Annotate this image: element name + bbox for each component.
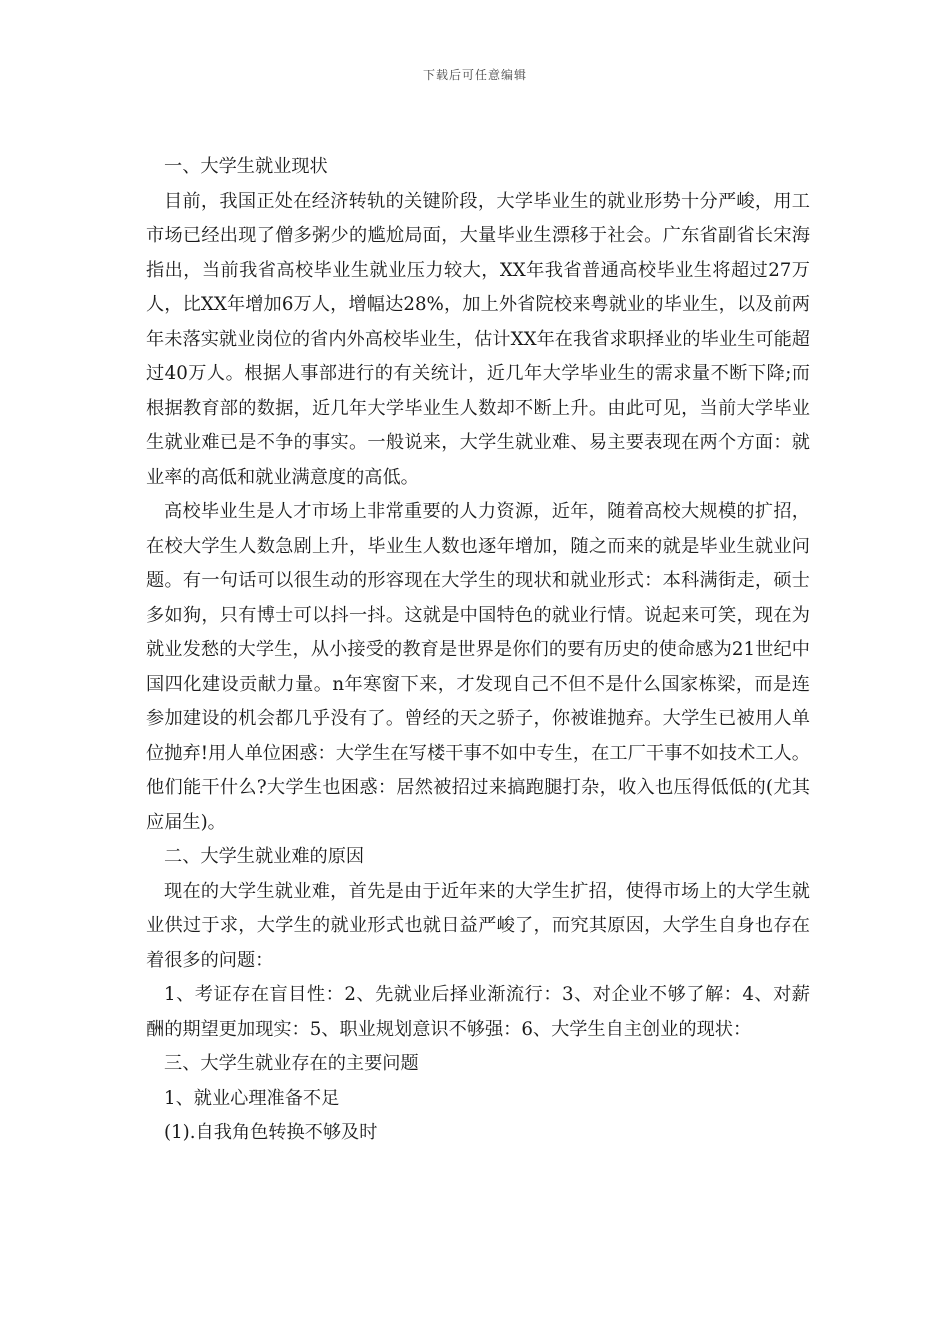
paragraph-employment-status: 目前，我国正处在经济转轨的关键阶段，大学毕业生的就业形势十分严峻，用工市场已经出现了僧多粥少的尴尬局面，大量毕业生漂移于社会。广东省副省长宋海指出，当前我省高校毕业生就业压力较大，XX年我省普通高校毕业生将超过27万人，比XX年增加6万人，增幅达28%，加上外省院校来粤就业的毕业生，以及前两年未落实就业岗位的省内外高校毕业生，估计XX年在我省求职择业的毕业生可能超过40万人。根据人事部进行的有关统计，近几年大学毕业生的需求量不断下降;而根据教育部的数据，近几年大学毕业生人数却不断上升。由此可见，当前大学毕业生就业难已是不争的事实。一般说来，大学生就业难、易主要表现在两个方面：就业率的高低和就业满意度的高低。 — [146, 190, 810, 488]
section-heading-3: 三、大学生就业存在的主要问题 — [164, 1053, 419, 1074]
subheading-role-transition: (1).自我角色转换不够及时 — [164, 1122, 378, 1143]
section-heading-2: 二、大学生就业难的原因 — [164, 846, 365, 867]
subheading-psychological-preparation: 1、就业心理准备不足 — [164, 1087, 340, 1109]
paragraph-cause-list: 1、考证存在盲目性：2、先就业后择业渐流行：3、对企业不够了解：4、对薪酬的期望更加现实：5、职业规划意识不够强：6、大学生自主创业的现状： — [146, 984, 810, 1040]
paragraph-graduate-resources: 高校毕业生是人才市场上非常重要的人力资源，近年，随着高校大规模的扩招，在校大学生人数急剧上升，毕业生人数也逐年增加，随之而来的就是毕业生就业问题。有一句话可以很生动的形容现在大学生的现状和就业形式：本科满街走，硕士多如狗，只有博士可以抖一抖。这就是中国特色的就业行情。说起来可笑，现在为就业发愁的大学生，从小接受的教育是世界是你们的要有历史的使命感为21世纪中国四化建设贡献力量。n年寒窗下来，才发现自己不但不是什么国家栋梁，而是连参加建设的机会都几乎没有了。曾经的天之骄子，你被谁抛弃。大学生已被用人单位抛弃!用人单位困惑：大学生在写楼干事不如中专生，在工厂干事不如技术工人。他们能干什么?大学生也困惑：居然被招过来搞跑腿打杂，收入也压得低低的(尤其应届生)。 — [146, 501, 810, 833]
section-heading-1: 一、大学生就业现状 — [164, 156, 328, 177]
page-header: 下载后可任意编辑 — [422, 68, 527, 82]
paragraph-causes: 现在的大学生就业难，首先是由于近年来的大学生扩招，使得市场上的大学生就业供过于求，大学生的就业形式也就日益严峻了，而究其原因，大学生自身也存在着很多的问题： — [146, 880, 810, 971]
document-body — [146, 150, 810, 1151]
